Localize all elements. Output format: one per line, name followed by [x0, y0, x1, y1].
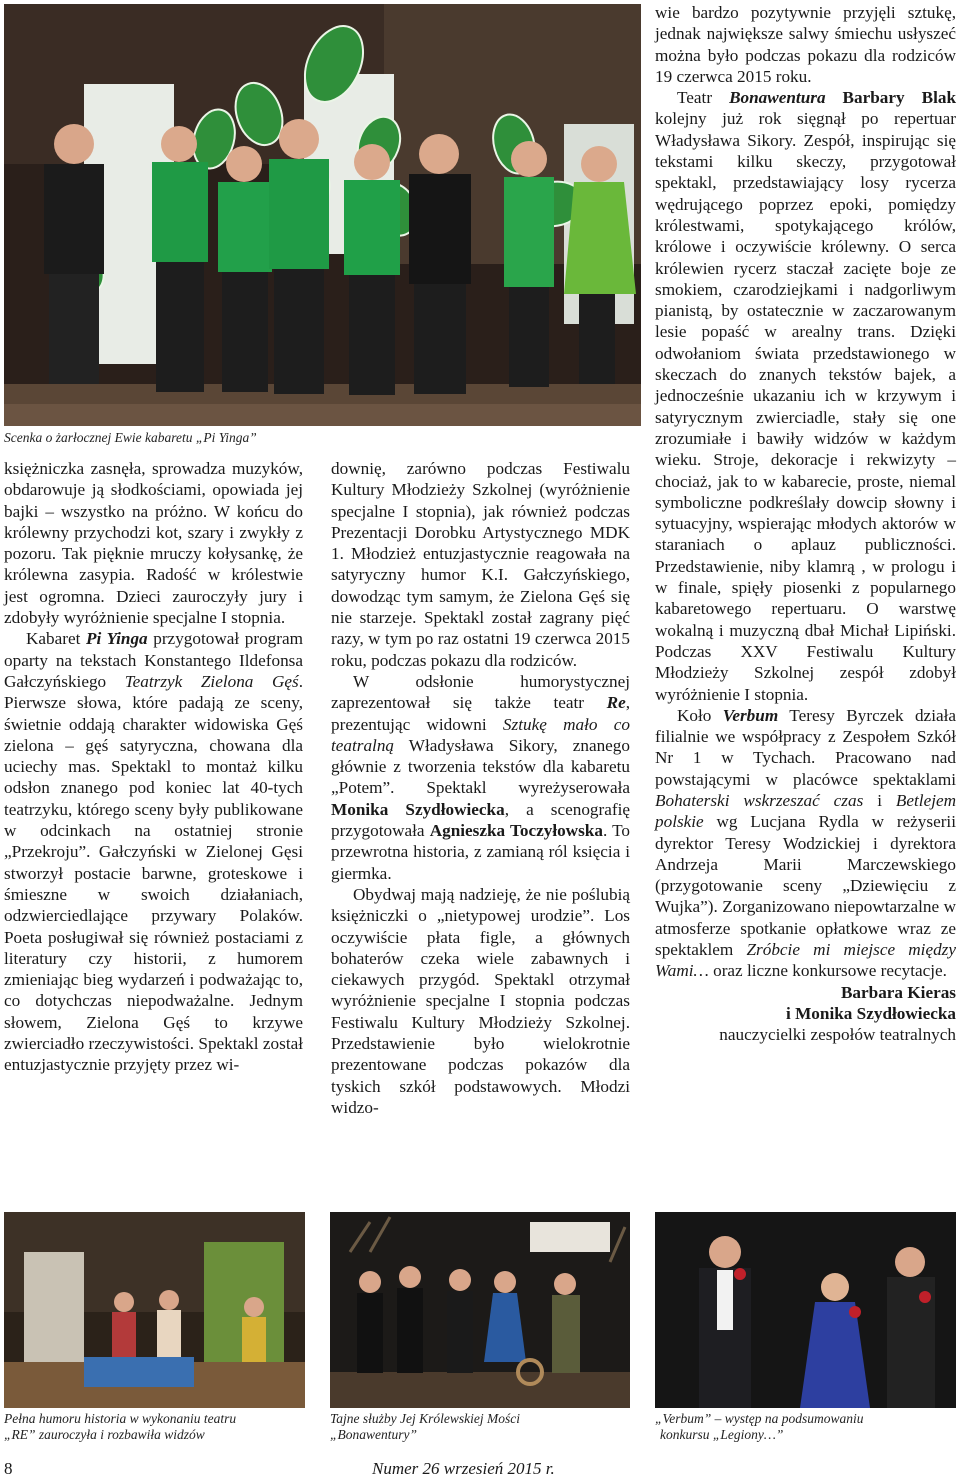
caption-bottom-middle-1: Tajne służby Jej Królewskiej Mości	[330, 1411, 520, 1426]
col3-paragraph-3: Koło Verbum Teresy Byrczek działa filialnie we współpracy z Zespołem Szkół Nr 1 w Tychach. Pracowano nad powstającymi w placówce spektaklami Bohaterski wskrzeszać czas i Betlejem polskie wg Lucjana Rydla w reżyserii dyrektor Teresy Wodzickiej i dyrektora Andrzeja Marii Marczewskiego (przygotowanie sceny „Dziewięciu z Wujka”). Zorganizowano niepowtarzalne w atmosferze spotkanie opłatkowe wraz ze spektaklem Zróbcie mi miejsce między Wami… oraz liczne konkursowe recytacje.	[655, 705, 957, 981]
caption-bottom-middle-2: „Bonawentury”	[330, 1427, 418, 1442]
signature-role: nauczycielki zespołów teatralnych	[719, 1025, 956, 1045]
col1-paragraph-2: Kabaret Pi Yinga przygotował program oparty na tekstach Konstantego Ildefonsa Gałczyńskiego Teatrzyk Zielona Gęś. Pierwsze słowa, które padają ze sceny, świetnie oddają charakter widowiska Gęś zielona – gęś satyryczna, chowana dla uciechy mas. Spektakl to montaż kilku odsłon znanego pod koniec lat 40-tych teatrzyku, którego sceny były publikowane w odcinkach na ostatniej stronie „Przekroju”. Gałczyński w Zielonej Gęsi stworzył postacie barwne, groteskowe i śmieszne w swoich działaniach, odzwierciedlające przywary Polaków. Poeta posługiwał się również postaciami z literatury czy historii, z humorem zmieniając bieg wydarzeń i podważając to, co dotychczas niepodważalne. Jednym słowem, Zielona Gęś to krzywe zwierciadło rzeczywistości. Spektakl został entuzjastycznie przyjęty przez wi-	[4, 629, 303, 1075]
col2-paragraph-1: downię, zarówno podczas Festiwalu Kultury Młodzieży Szkolnej (wyróżnienie specjalne I stopnia), jak również podczas Prezentacji Dorobku Artystycznego MDK 1. Młodzież entuzjastycznie reagowała na satyryczny humor K.I. Gałczyńskiego, dowodząc tym samym, że Zielona Gęś się nie starzeje. Spektakl został zagrany pięć razy, w tym po raz ostatni 19 czerwca 2015 roku, podczas pokazu dla rodziców.	[331, 459, 630, 670]
col3-paragraph-1: wie bardzo pozytywnie przyjęli sztukę, jednak największe salwy śmiechu usłyszeć można było podczas pokazu dla rodziców 19 czerwca 2015 roku.	[655, 3, 956, 86]
text-column-2	[331, 458, 630, 1118]
photo-bonawentura	[330, 1212, 630, 1408]
col2-paragraph-3: Obydwaj mają nadzieję, że nie poślubią księżniczki o „nietypowej urodzie”. Los oczywiście płata figle, a głównych bohaterów czeka wiele zabawnych i ciekawych przygód. Spektakl otrzymał wyróżnienie specjalne I stopnia podczas Festiwalu Kultury Młodzieży Szkolnej. Przedstawienie było wielokrotnie prezentowane podczas pokazów dla tyskich szkół podstawowych. Młodzi widzo-	[331, 884, 630, 1117]
photo-theatre-re	[4, 1212, 305, 1408]
page-number: 8	[4, 1459, 13, 1478]
caption-bottom-left-1: Pełna humoru historia w wykonaniu teatru	[4, 1411, 237, 1426]
issue-label: Numer 26 wrzesień 2015 r.	[372, 1459, 555, 1478]
photo-verbum	[655, 1212, 956, 1408]
text-column-1	[4, 458, 303, 1076]
photo-stage-scene	[4, 4, 641, 426]
col2-paragraph-2: W odsłonie humorystycznej zaprezentował się także teatr Re, prezentując widowni Sztukę mało co teatralną Władysława Sikory, znanego głównie z tworzenia tekstów dla kabaretu „Potem”. Spektakl wyreżyserowała Monika Szydłowiecka, a scenografię przygotowała Agnieszka Toczyłowska. To przewrotna historia, z zamianą ról księcia i giermka.	[331, 671, 631, 883]
signature-name-2: i Monika Szydłowiecka	[786, 1003, 956, 1023]
caption-bottom-right-2: konkursu „Legiony…”	[660, 1427, 784, 1442]
caption-top-photo: Scenka o żarłocznej Ewie kabaretu „Pi Yinga”	[4, 430, 257, 445]
col3-paragraph-2: Teatr Bonawentura Barbary Blak kolejny już rok sięgnął po repertuar Władysława Sikory. Zespół, inspirując się tekstami kilku skeczy, przygotował spektakl, przedstawiający losy rycerza wędrującego poprzez epoki, pomiędzy królestwami, spotykającego królów, królowe i oczywiście królewny. O serca królewien rycerz staczał zacięte boje ze smokiem, czarodziejkami i nadgorliwym pianistą, by ostatecznie w zaczarowanym lesie popaść w arealny trans. Dzięki odwołaniom świata przedstawionego w skeczach do znanych tekstów bajek, a jednocześnie ukazaniu ich w krzywym i satyrycznym zwierciadle, stały się one zrozumiałe i bawiły widzów w każdym wieku. Stroje, dekoracje i rekwizyty – chociaż, jak to w kabarecie, proste, niemal symboliczne podkreślały dowcip słowny i sytuacyjny, wspierając młodych aktorów w staraniach o aplauz publiczności. Przedstawienie, niby klamrą , w prologu i w finale, spięły piosenki z popularnego kabaretowego repertuaru. O warstwę wokalną i muzyczną dbał Michał Lipiński. Podczas XXV Festiwalu Kultury Młodzieży Szkolnej zespół zdobył wyróżnienie I stopnia.	[655, 88, 956, 704]
text-column-3	[655, 2, 956, 1046]
caption-bottom-right-1: „Verbum” – występ na podsumowaniu	[655, 1411, 864, 1426]
signature-name-1: Barbara Kieras	[840, 982, 956, 1002]
col1-paragraph-1: księżniczka zasnęła, sprowadza muzyków, obdarowuje ją słodkościami, opowiada jej bajki – wszystko na próżno. W końcu do królewny przychodzi kot, szary i zwykły z pozoru. Tak pięknie mruczy kołysankę, że królewna zasypia. Radość w królestwie jest ogromna. Dzieci zauroczyły jury i zdobyły wyróżnienie specjalne I stopnia.	[4, 459, 303, 628]
caption-bottom-left-2: „RE” zauroczyła i rozbawiła widzów	[4, 1427, 205, 1442]
